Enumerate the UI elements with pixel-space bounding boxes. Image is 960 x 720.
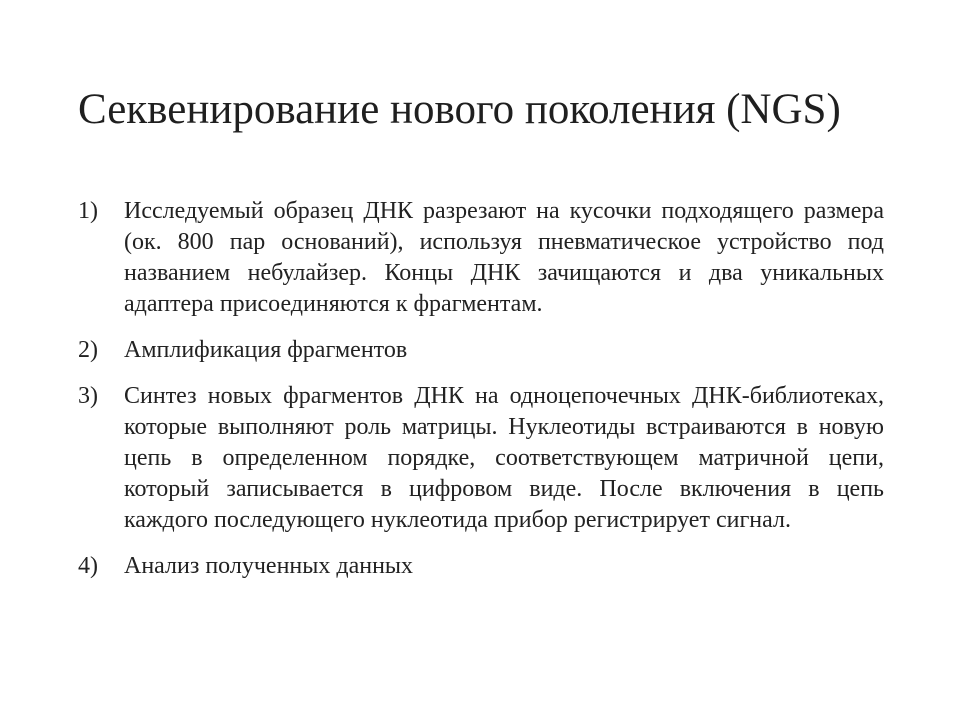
step-number: 3): [78, 383, 98, 409]
steps-list: [78, 196, 884, 597]
step-number: 4): [78, 553, 98, 579]
step-text: Амплификация фрагментов: [124, 337, 408, 363]
step-text: Синтез новых фрагментов ДНК на одноцепочечных ДНК-библиотеках, которые выполняют роль матрицы. Нуклеотиды встраиваются в новую цепь в определенном порядке, соответствующем матричной цепи, который записывается в цифровом виде. После включения в цепь каждого последующего нуклеотида прибор регистрирует сигнал.: [124, 383, 884, 533]
slide-title: Секвенирование нового поколения (NGS): [78, 86, 841, 133]
list-item: [78, 196, 884, 320]
step-number: 1): [78, 198, 98, 224]
list-item: [78, 381, 884, 536]
list-item: [78, 335, 884, 366]
step-text: Исследуемый образец ДНК разрезают на кусочки подходящего размера (ок. 800 пар оснований), используя пневматическое устройство под названием небулайзер. Концы ДНК зачищаются и два уникальных адаптера присоединяются к фрагментам.: [124, 198, 884, 317]
list-item: [78, 551, 884, 582]
step-number: 2): [78, 337, 98, 363]
step-text: Анализ полученных данных: [124, 553, 414, 579]
